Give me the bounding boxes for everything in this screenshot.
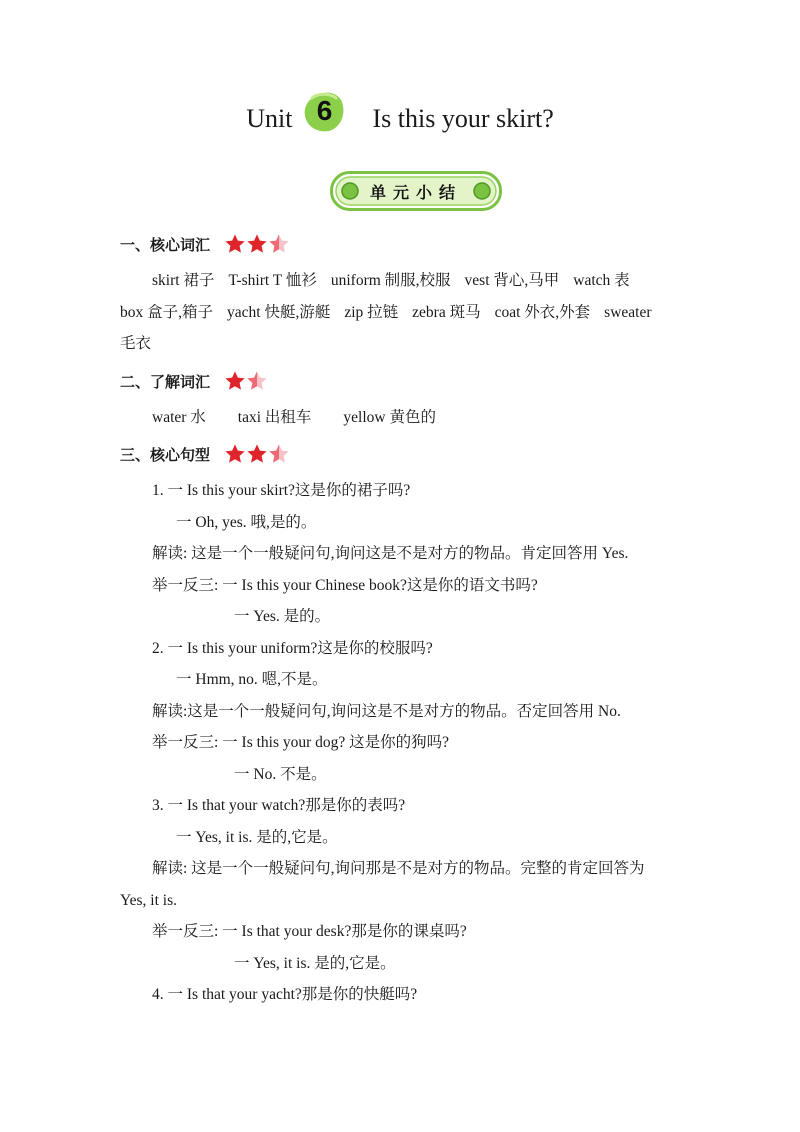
unit-title bbox=[0, 95, 800, 134]
sentence-explanation: 解读: 这是一个一般疑问句,询问那是不是对方的物品。完整的肯定回答为 bbox=[152, 860, 645, 877]
vocab-item: sweater bbox=[604, 304, 652, 321]
sentence-question: 4. 一 Is that your yacht?那是你的快艇吗? bbox=[152, 986, 418, 1003]
sentence-question: 2. 一 Is this your uniform?这是你的校服吗? bbox=[152, 640, 433, 657]
vocab-item: yacht 快艇,游艇 bbox=[227, 304, 331, 321]
unit-subtitle: Is this your skirt? bbox=[372, 104, 554, 133]
unit-summary-label: 单元小结 bbox=[369, 183, 462, 202]
unit-summary-banner bbox=[330, 171, 502, 211]
sentence-example-answer: 一 Yes, it is. 是的,它是。 bbox=[234, 955, 396, 972]
section-heading-core-sentences bbox=[120, 443, 290, 465]
vocab-item: skirt 裙子 bbox=[152, 272, 215, 289]
star-full-icon bbox=[246, 443, 268, 465]
sentence-example-question: 举一反三: 一 Is this your Chinese book?这是你的语文书吗? bbox=[152, 577, 538, 594]
sentence-example-answer: 一 No. 不是。 bbox=[234, 766, 327, 783]
vocab-item: watch 表 bbox=[573, 272, 630, 289]
sentence-example-answer: 一 Yes. 是的。 bbox=[234, 608, 331, 625]
sentence-explanation: 解读:这是一个一般疑问句,询问这是不是对方的物品。否定回答用 No. bbox=[152, 703, 621, 720]
sentence-explanation: 解读: 这是一个一般疑问句,询问这是不是对方的物品。肯定回答用 Yes. bbox=[152, 545, 629, 562]
difficulty-stars bbox=[224, 443, 290, 465]
vocab-item: vest 背心,马甲 bbox=[464, 272, 560, 289]
section-heading-text: 一、核心词汇 bbox=[120, 235, 211, 254]
vocab-item: uniform 制服,校服 bbox=[330, 272, 451, 289]
sentence-answer: 一 Hmm, no. 嗯,不是。 bbox=[176, 671, 328, 688]
star-half-icon bbox=[246, 370, 268, 392]
star-full-icon bbox=[224, 370, 246, 392]
vocab-item: water 水 bbox=[152, 409, 206, 426]
vocab-item: coat 外衣,外套 bbox=[494, 304, 591, 321]
sentence-answer: 一 Yes, it is. 是的,它是。 bbox=[176, 829, 338, 846]
star-half-icon bbox=[268, 233, 290, 255]
difficulty-stars bbox=[224, 233, 290, 255]
vocab-item: zebra 斑马 bbox=[412, 304, 481, 321]
star-full-icon bbox=[246, 233, 268, 255]
sentence-answer: 一 Oh, yes. 哦,是的。 bbox=[176, 514, 317, 531]
unit-word: Unit bbox=[246, 104, 293, 133]
vocab-line-1 bbox=[152, 271, 630, 291]
vocab-line-3 bbox=[120, 334, 151, 354]
sentence-explanation-continued: Yes, it is. bbox=[120, 892, 178, 909]
extra-vocab-line bbox=[152, 408, 436, 428]
section-heading-text: 三、核心句型 bbox=[120, 445, 211, 464]
section-heading-text: 二、了解词汇 bbox=[120, 372, 211, 391]
unit-number: 6 bbox=[316, 95, 333, 126]
star-full-icon bbox=[224, 443, 246, 465]
unit-number-badge-icon bbox=[302, 90, 346, 134]
sentence-example-question: 举一反三: 一 Is this your dog? 这是你的狗吗? bbox=[152, 734, 450, 751]
sentence-question: 3. 一 Is that your watch?那是你的表吗? bbox=[152, 797, 406, 814]
section-heading-extra-vocabulary bbox=[120, 370, 268, 392]
star-half-icon bbox=[268, 443, 290, 465]
vocab-item: T-shirt T 恤衫 bbox=[228, 272, 317, 289]
vocab-item: 毛衣 bbox=[120, 335, 152, 352]
sentence-question: 1. 一 Is this your skirt?这是你的裙子吗? bbox=[152, 482, 411, 499]
star-full-icon bbox=[224, 233, 246, 255]
sentence-example-question: 举一反三: 一 Is that your desk?那是你的课桌吗? bbox=[152, 923, 467, 940]
vocab-item: taxi 出租车 bbox=[237, 409, 312, 426]
vocab-item: yellow 黄色的 bbox=[343, 409, 436, 426]
difficulty-stars bbox=[224, 370, 268, 392]
vocab-line-2 bbox=[120, 303, 652, 323]
section-heading-core-vocabulary bbox=[120, 233, 290, 255]
vocab-item: zip 拉链 bbox=[344, 304, 399, 321]
vocab-item: box 盒子,箱子 bbox=[120, 304, 214, 321]
